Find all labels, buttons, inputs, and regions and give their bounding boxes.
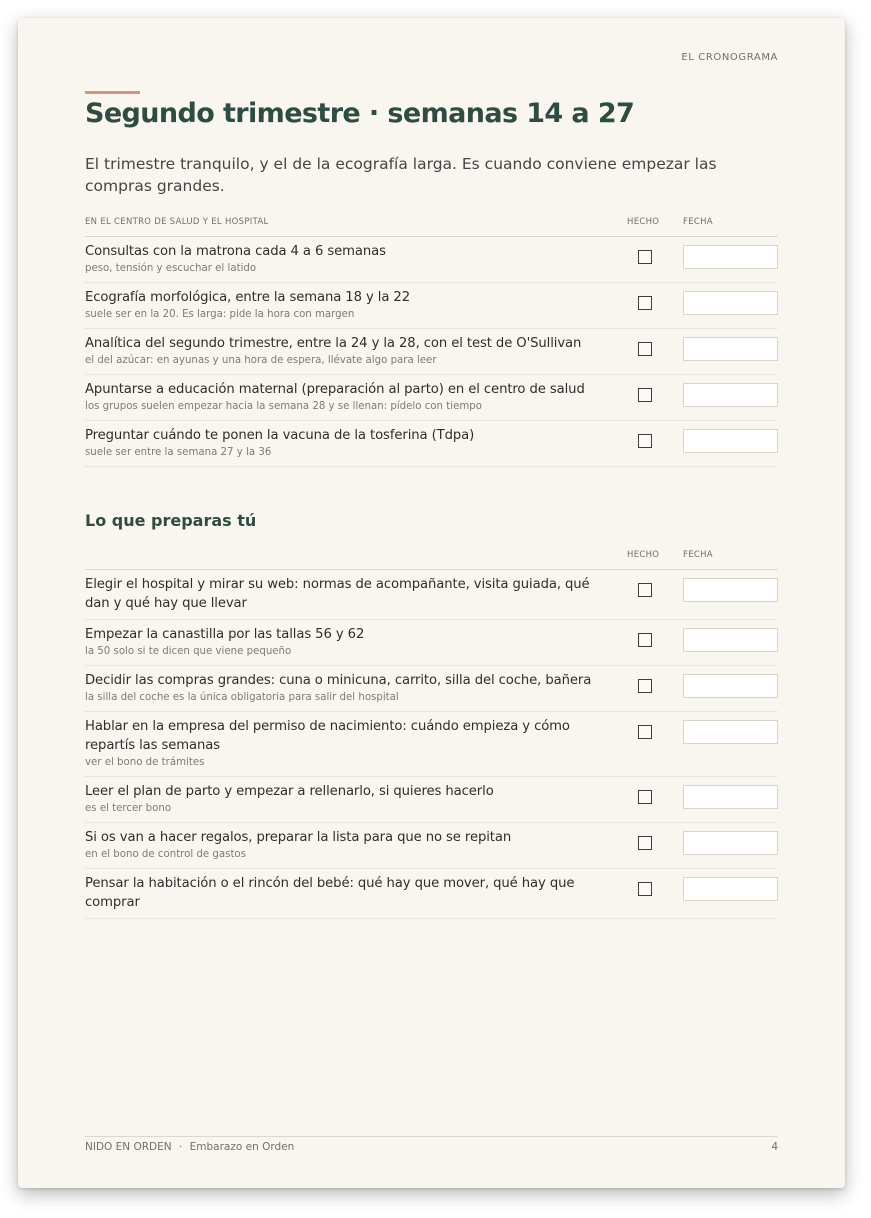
date-field[interactable] (683, 674, 778, 698)
checklist-row (85, 666, 778, 712)
task-note: en el bono de control de gastos (85, 849, 246, 860)
health-section-label: EN EL CENTRO DE SALUD Y EL HOSPITAL (85, 217, 269, 227)
task-text: Apuntarse a educación maternal (preparación al parto) en el centro de salud (85, 382, 585, 397)
task-note: la 50 solo si te dicen que viene pequeño (85, 646, 292, 657)
task-text: Ecografía morfológica, entre la semana 18 y la 22 (85, 290, 410, 305)
prep-section-heading: Lo que preparas tú (85, 511, 257, 530)
task-note: el del azúcar: en ayunas y una hora de espera, llévate algo para leer (85, 355, 437, 366)
date-field[interactable] (683, 383, 778, 407)
task-text: Empezar la canastilla por las tallas 56 y 62 (85, 627, 365, 642)
done-checkbox[interactable] (638, 725, 652, 739)
checklist-row (85, 329, 778, 375)
title-accent-bar (85, 91, 140, 94)
task-text: Consultas con la matrona cada 4 a 6 semanas (85, 244, 386, 259)
task-text: Si os van a hacer regalos, preparar la lista para que no se repitan (85, 830, 512, 845)
checklist-row (85, 712, 778, 777)
prep-table-header (85, 548, 778, 570)
checklist-row (85, 421, 778, 467)
done-checkbox[interactable] (638, 882, 652, 896)
done-checkbox[interactable] (638, 790, 652, 804)
task-text: Analítica del segundo trimestre, entre la 24 y la 28, con el test de O'Sullivan (85, 336, 582, 351)
checklist-row (85, 823, 778, 869)
task-text: Decidir las compras grandes: cuna o minicuna, carrito, silla del coche, bañera (85, 673, 592, 688)
checklist-row (85, 570, 778, 620)
date-field[interactable] (683, 831, 778, 855)
date-field[interactable] (683, 877, 778, 901)
checklist-row (85, 375, 778, 421)
date-field[interactable] (683, 720, 778, 744)
done-checkbox[interactable] (638, 296, 652, 310)
intro-text: El trimestre tranquilo, y el de la ecografía larga. Es cuando conviene empezar las compras grandes. (85, 155, 717, 195)
done-checkbox[interactable] (638, 583, 652, 597)
done-checkbox[interactable] (638, 250, 652, 264)
page-title: Segundo trimestre · semanas 14 a 27 (85, 98, 635, 129)
footer-product: Embarazo en Orden (189, 1141, 295, 1153)
checklist-row (85, 620, 778, 666)
section-tag: EL CRONOGRAMA (681, 52, 778, 63)
footer-separator: · (178, 1141, 183, 1153)
health-checklist (85, 215, 778, 467)
checklist-row (85, 283, 778, 329)
done-checkbox[interactable] (638, 342, 652, 356)
done-checkbox[interactable] (638, 679, 652, 693)
task-text: Hablar en la empresa del permiso de nacimiento: cuándo empieza y cómo repartís las semanas (85, 719, 570, 753)
checklist-row (85, 869, 778, 919)
footer-brand: NIDO EN ORDEN (85, 1141, 172, 1153)
task-note: ver el bono de trámites (85, 757, 205, 768)
done-checkbox[interactable] (638, 434, 652, 448)
done-column-header: HECHO (627, 550, 660, 560)
task-note: suele ser en la 20. Es larga: pide la hora con margen (85, 309, 355, 320)
document-page (18, 18, 845, 1188)
task-note: es el tercer bono (85, 803, 172, 814)
date-field[interactable] (683, 785, 778, 809)
task-text: Leer el plan de parto y empezar a rellenarlo, si quieres hacerlo (85, 784, 494, 799)
page-footer (85, 1136, 778, 1153)
task-note: suele ser entre la semana 27 y la 36 (85, 447, 272, 458)
task-text: Elegir el hospital y mirar su web: normas de acompañante, visita guiada, qué dan y qué hay que llevar (85, 577, 590, 611)
done-checkbox[interactable] (638, 836, 652, 850)
task-text: Pensar la habitación o el rincón del bebé: qué hay que mover, qué hay que comprar (85, 876, 575, 910)
done-checkbox[interactable] (638, 633, 652, 647)
checklist-row (85, 777, 778, 823)
date-column-header: FECHA (683, 550, 713, 560)
task-text: Preguntar cuándo te ponen la vacuna de la tosferina (Tdpa) (85, 428, 475, 443)
checklist-row (85, 237, 778, 283)
date-field[interactable] (683, 429, 778, 453)
done-checkbox[interactable] (638, 388, 652, 402)
prep-checklist (85, 548, 778, 919)
date-field[interactable] (683, 578, 778, 602)
task-note: los grupos suelen empezar hacia la semana 28 y se llenan: pídelo con tiempo (85, 401, 482, 412)
date-field[interactable] (683, 337, 778, 361)
date-field[interactable] (683, 245, 778, 269)
health-table-header (85, 215, 778, 237)
page-number: 4 (771, 1141, 778, 1153)
done-column-header: HECHO (627, 217, 660, 227)
date-field[interactable] (683, 628, 778, 652)
task-note: la silla del coche es la única obligatoria para salir del hospital (85, 692, 399, 703)
date-column-header: FECHA (683, 217, 713, 227)
date-field[interactable] (683, 291, 778, 315)
task-note: peso, tensión y escuchar el latido (85, 263, 257, 274)
